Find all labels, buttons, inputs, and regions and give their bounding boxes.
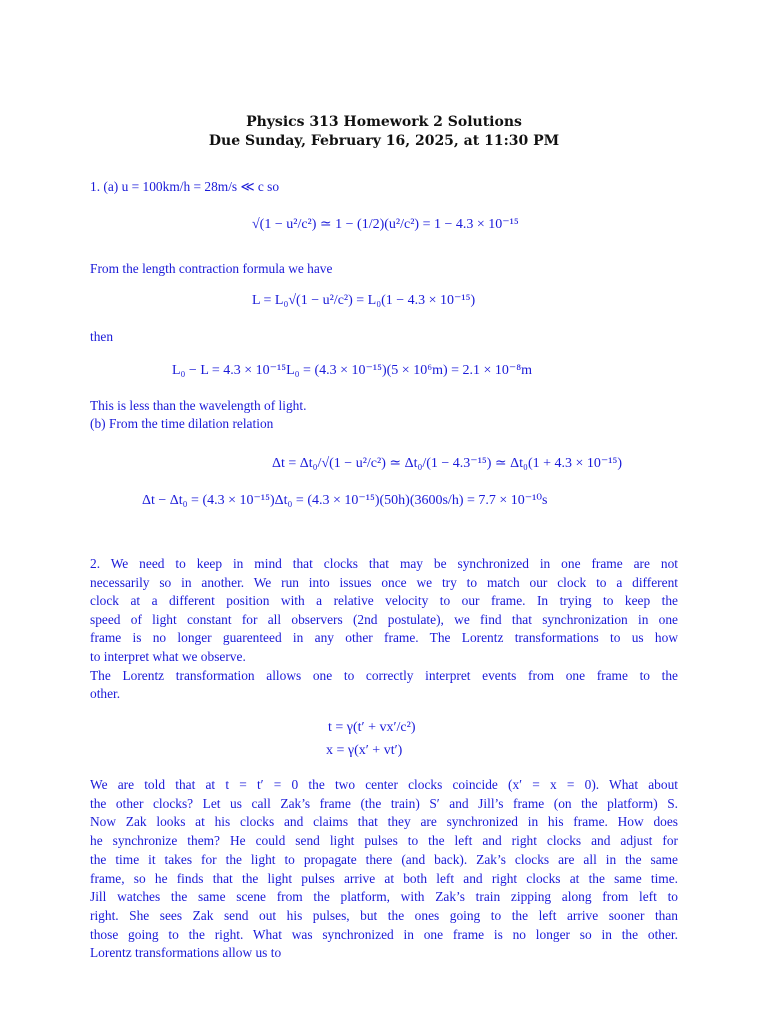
problem-2-line: 2. We need to keep in mind that clocks that may be synchronized in one frame are not: [90, 556, 678, 571]
equation-time-dilation: Δt = Δt₀/√(1 − u²/c²) ≃ Δt₀/(1 − 4.3⁻¹⁵) ≃ Δt₀(1 + 4.3 × 10⁻¹⁵): [272, 456, 623, 471]
problem-2-line: Now Zak looks at his clocks and claims that they are synchronized in his frame. How does: [90, 814, 678, 830]
problem-2-line: right. She sees Zak send out his pulses, but the ones going to the left arrive sooner than: [90, 907, 678, 923]
problem-2-line: necessarily so in another. We run into issues once we try to match our clock to a different: [90, 574, 678, 590]
problem-2-line: other.: [90, 686, 121, 702]
then-text: then: [90, 329, 114, 344]
equation-length-difference: L₀ − L = 4.3 × 10⁻¹⁵L₀ = (4.3 × 10⁻¹⁵)(5 × 10⁶m) = 2.1 × 10⁻⁸m: [172, 363, 533, 378]
problem-2-line: those going to the right. What was synchronized in one frame is no longer so in the other.: [90, 926, 678, 942]
problem-2-line: Jill watches the same scene from the platform, with Zak’s train zipping along from left to: [90, 889, 678, 905]
problem-2-line: frame, so he finds that the light pulses arrive at both left and right clocks at the same time.: [90, 870, 678, 886]
problem-2-line: clock at a different position with a relative velocity to our frame. In trying to keep the: [90, 593, 678, 609]
equation-time-difference: Δt − Δt₀ = (4.3 × 10⁻¹⁵)Δt₀ = (4.3 × 10⁻¹⁵)(50h)(3600s/h) = 7.7 × 10⁻¹⁰s: [142, 493, 548, 508]
equation-lorentz-x: x = γ(x′ + vt′): [326, 743, 403, 758]
due-date: Due Sunday, February 16, 2025, at 11:30 PM: [208, 133, 560, 149]
problem-2-line: the other clocks? Let us call Zak’s frame (the train) S′ and Jill’s frame (on the platform) S.: [90, 795, 678, 811]
problem-2-line: The Lorentz transformation allows one to correctly interpret events from one frame to the: [90, 667, 678, 683]
equation-lorentz-t: t = γ(t′ + vx′/c²): [328, 720, 416, 735]
problem-2-line: the time it takes for the light to propagate there (and back). Zak’s clocks are all in the same: [90, 851, 678, 867]
equation-sqrt-approx: √(1 − u²/c²) ≃ 1 − (1/2)(u²/c²) = 1 − 4.3 × 10⁻¹⁵: [252, 217, 519, 232]
problem-1a-intro: 1. (a) u = 100km/h = 28m/s ≪ c so: [90, 179, 280, 194]
document-title: Physics 313 Homework 2 Solutions: [246, 114, 522, 130]
problem-2-line: speed of light constant for all observers (2nd postulate), we find that synchronization in one: [90, 611, 678, 627]
problem-2-line: he synchronize them? He could send light pulses to the left and right clocks and adjust for: [90, 833, 678, 849]
wavelength-text: This is less than the wavelength of light.: [90, 398, 307, 413]
length-contraction-text: From the length contraction formula we have: [90, 261, 333, 276]
equation-length-contraction: L = L₀√(1 − u²/c²) = L₀(1 − 4.3 × 10⁻¹⁵): [252, 293, 476, 308]
problem-2-line: Lorentz transformations allow us to: [90, 945, 282, 961]
problem-1b-text: (b) From the time dilation relation: [90, 416, 274, 431]
problem-2-line: frame is no longer guarenteed in any other frame. The Lorentz transformations to us how: [90, 630, 678, 646]
problem-2-line: We are told that at t = t′ = 0 the two center clocks coincide (x′ = x = 0). What about: [90, 777, 678, 792]
problem-2-line: to interpret what we observe.: [90, 649, 246, 664]
